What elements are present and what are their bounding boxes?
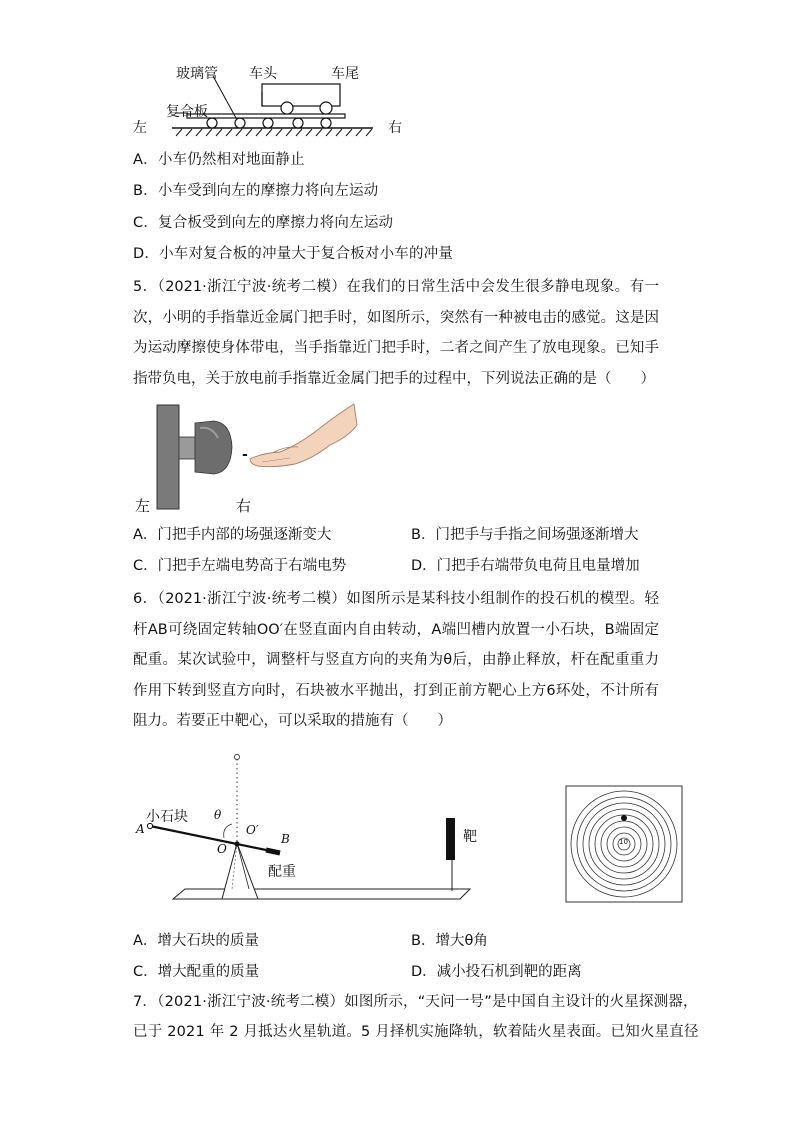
q7-text-2: 已于 2021 年 2 月抵达火星轨道。5 月择机实施降轨，软着陆火星表面。已知火星直径 bbox=[133, 1024, 699, 1040]
q5-option-a: A．门把手内部的场强逐渐变大 bbox=[133, 527, 332, 543]
label-composite-board: 复合板 bbox=[166, 104, 208, 120]
q6-option-d: D．减小投石机到靶的距离 bbox=[411, 964, 582, 980]
label-small-stone: 小石块 bbox=[146, 809, 188, 825]
q5-option-d: D．门把手右端带负电荷且电量增加 bbox=[411, 558, 640, 574]
q6-text: 如图所示是某科技小组制作的投石机的模型。轻杆AB可绕固定转轴OO′在竖直面内自由转动，A端凹槽内放置一小石块，B端固定配重。某次试验中，调整杆与竖直方向的夹角为θ后，由静止释放，杆在配重重力作用下转到竖直方向时，石块被水平抛出，打到正前方靶心上方6环处，不计所有阻力。若要正中靶心，可以采取的措施有（ ） bbox=[133, 591, 659, 729]
q6-number: 6． bbox=[133, 591, 158, 607]
q5-source: （2021·浙江宁波·统考二模） bbox=[157, 279, 347, 295]
q7-line-2 bbox=[133, 1022, 699, 1042]
q5-text: 在我们的日常生活中会发生很多静电现象。有一次，小明的手指靠近金属门把手时，如图所示，突然有一种被电击的感觉。这是因为运动摩擦使身体带电，当手指靠近门把手时，二者之间产生了放电现象。已知手指带负电，关于放电前手指靠近金属门把手的过程中，下列说法正确的是（ ） bbox=[133, 279, 659, 387]
label-right: 右 bbox=[236, 497, 252, 515]
label-cart-tail: 车尾 bbox=[331, 66, 359, 82]
label-left: 左 bbox=[133, 120, 147, 136]
q5-number: 5． bbox=[133, 279, 158, 295]
q5-option-b: B．门把手与手指之间场强逐渐增大 bbox=[411, 527, 639, 543]
label-left: 左 bbox=[135, 497, 151, 515]
q6-option-a: A．增大石块的质量 bbox=[133, 933, 259, 949]
q7-text-1: 如图所示，“天问一号”是中国自主设计的火星探测器， bbox=[344, 994, 698, 1010]
label-point-b: B bbox=[281, 832, 290, 846]
q7-line-1 bbox=[133, 992, 698, 1012]
q4-option-d: D．小车对复合板的冲量大于复合板对小车的冲量 bbox=[133, 246, 454, 262]
label-right: 右 bbox=[388, 120, 402, 136]
label-counterweight: 配重 bbox=[268, 864, 296, 880]
q5-option-c: C．门把手左端电势高于右端电势 bbox=[133, 558, 347, 574]
q4-option-b: B．小车受到向左的摩擦力将向左运动 bbox=[133, 183, 379, 199]
label-negative-charge: - bbox=[242, 447, 248, 463]
label-theta: θ bbox=[214, 808, 222, 822]
q6-option-c: C．增大配重的质量 bbox=[133, 964, 260, 980]
q7-source: （2021·浙江宁波·统考二模） bbox=[157, 994, 345, 1010]
q7-number: 7． bbox=[133, 994, 158, 1010]
q4-option-a: A．小车仍然相对地面静止 bbox=[133, 152, 305, 168]
label-ring-10: 10 bbox=[619, 838, 628, 846]
label-point-a: A bbox=[136, 822, 145, 836]
label-target: 靶 bbox=[463, 829, 477, 845]
q4-option-c: C．复合板受到向左的摩擦力将向左运动 bbox=[133, 215, 394, 231]
label-point-o: O bbox=[217, 842, 227, 856]
q6-option-b: B．增大θ角 bbox=[411, 933, 488, 949]
label-point-o-prime: O′ bbox=[246, 823, 259, 837]
label-glass-tube: 玻璃管 bbox=[176, 66, 218, 82]
q6-source: （2021·浙江宁波·统考二模） bbox=[157, 591, 347, 607]
label-cart-head: 车头 bbox=[249, 66, 277, 82]
